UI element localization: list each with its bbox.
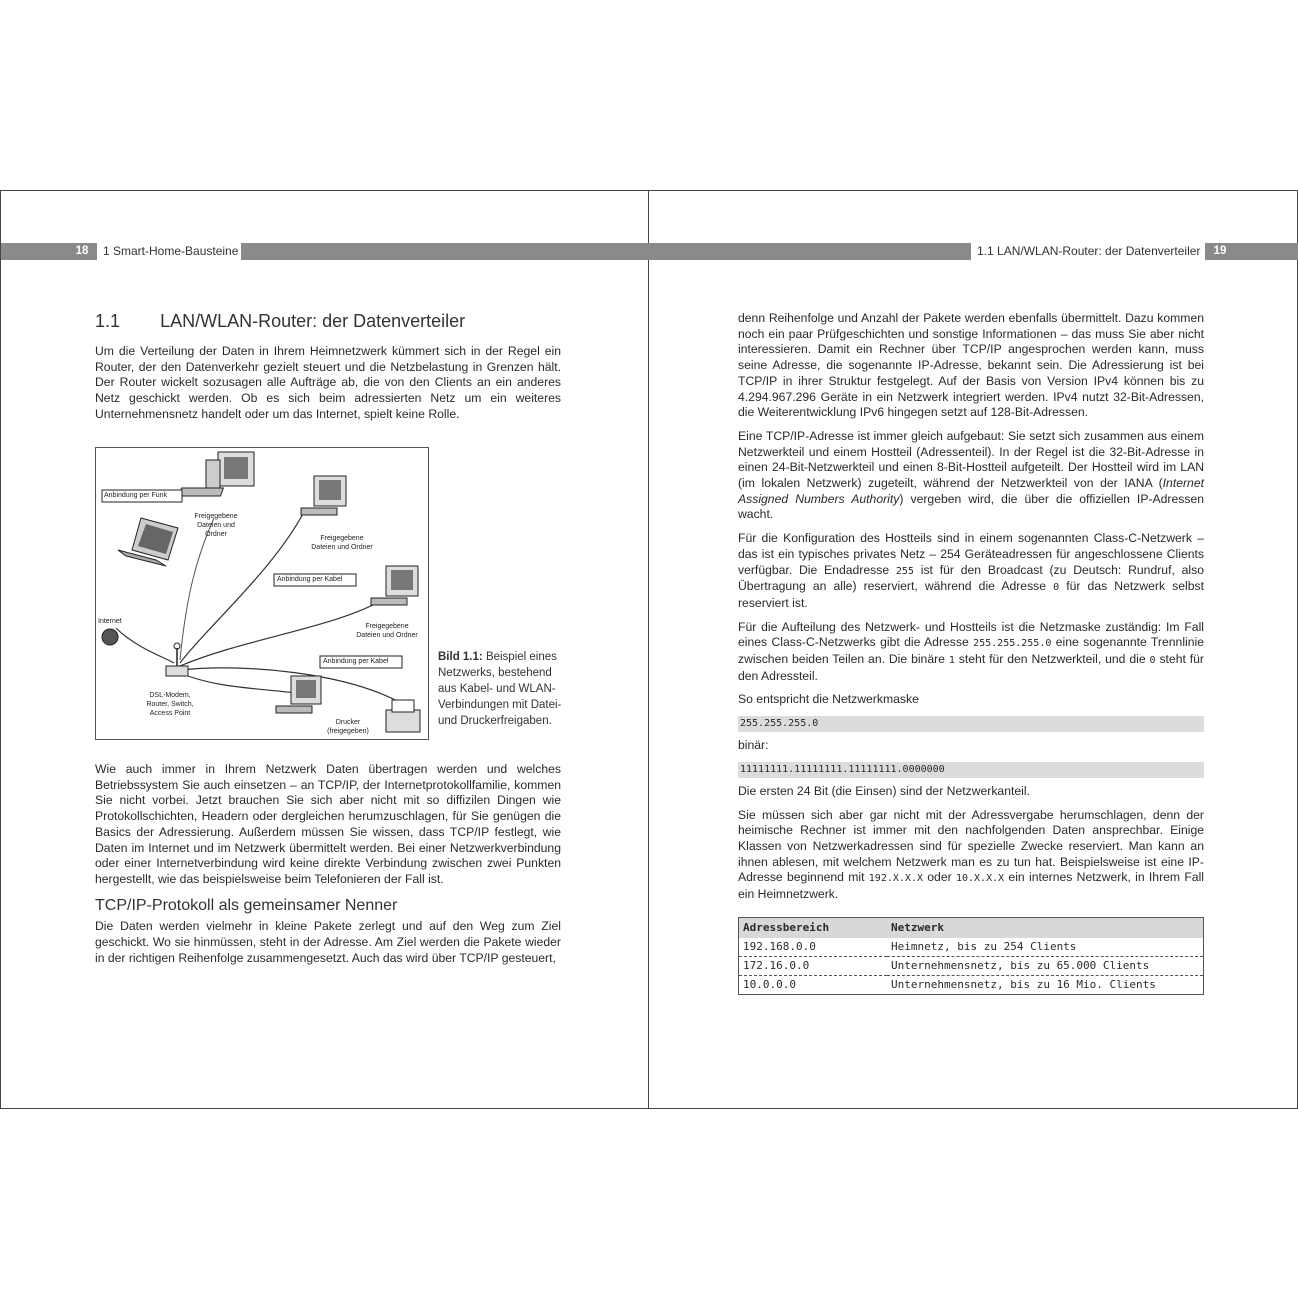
label-shared: Freigegebene Dateien und Ordner xyxy=(311,535,373,551)
subheading: TCP/IP-Protokoll als gemeinsamer Nenner xyxy=(95,896,398,914)
paragraph: Sie müssen sich aber gar nicht mit der Adressvergabe herumschlagen, denn der heimische Rechner ist immer mit den nachfolgenden Daten ansprechbar. Einige Klassen von Netzwerkadressen sind für spezielle Zwecke reserviert. Man kann an ihnen ablesen, mit welchem Netzwerk man es zu tun hat. Beispielsweise ist eine IP-Adresse beginnend mit 192.X.X.X oder 10.X.X.X ein internes Netzwerk, in Ihrem Fall ein Heimnetzwerk. xyxy=(738,807,1204,902)
figure-caption xyxy=(438,649,568,729)
paragraph: binär: xyxy=(738,738,769,753)
paragraph: Die ersten 24 Bit (die Einsen) sind der Netzwerkanteil. xyxy=(738,783,1030,798)
right-body xyxy=(738,311,1204,995)
left-page xyxy=(0,191,649,1108)
book-spread xyxy=(0,190,1298,1109)
label-shared: Freigegebene Dateien und Ordner xyxy=(194,513,238,538)
header-bar xyxy=(1,243,69,260)
table-header: Adressbereich xyxy=(739,917,888,938)
table-cell: 192.168.0.0 xyxy=(739,938,888,957)
section-title: LAN/WLAN-Router: der Datenverteiler xyxy=(160,311,466,331)
code-block: 255.255.255.0 xyxy=(738,716,1204,732)
label-kabel: Anbindung per Kabel xyxy=(277,576,343,583)
address-table xyxy=(738,917,1204,995)
label-router: DSL-Modem, Router, Switch, Access Point xyxy=(146,692,194,717)
computer-right xyxy=(371,566,418,605)
table-header-row xyxy=(739,917,1204,938)
table-row xyxy=(739,938,1204,957)
header-rule xyxy=(241,243,649,260)
page-number: 18 xyxy=(67,243,97,260)
section-number: 1.1 xyxy=(95,311,121,331)
running-head: 1.1 LAN/WLAN-Router: der Datenverteiler xyxy=(971,243,1206,260)
caption-label: Bild 1.1: xyxy=(438,651,483,663)
printer xyxy=(386,700,420,732)
right-page xyxy=(649,191,1298,1108)
label-internet: Internet xyxy=(98,618,122,625)
paragraph: Wie auch immer in Ihrem Netzwerk Daten übertragen werden und welches Betriebssystem Sie auch einsetzen – an TCP/IP, der Internetprotokollfamilie, kommen Sie nicht vorbei. Jetzt brauchen Sie sich aber nicht mit so diffizilen Dingen wie Protokollschichten, Headern oder dergleichen herumzuschlagen, für Sie genügen die Basics der Adressierung. Außerdem müssen Sie wissen, dass TCP/IP festlegt, wie Daten im Internet und im Netzwerk übermittelt werden. Bei einer Netzwerkverbindung oder einer Internetverbindung wird keine direkte Verbindung zwischen zwei Punkten hergestellt, wie das beispielsweise beim Telefonieren der Fall ist. xyxy=(95,762,561,886)
paragraph: Für die Konfiguration des Hostteils sind in einem sogenannten Class-C-Netzwerk – das ist ein typisches privates Netz – 254 Geräteadressen für angeschlossene Clients verfügbar. Die Endadresse 255 ist für den Broadcast (zu Deutsch: Rundruf, also Übertragung an alle) reserviert, während die Adresse 0 für das Netzwerk selbst reserviert ist. xyxy=(738,531,1204,610)
table-cell: Heimnetz, bis zu 254 Clients xyxy=(887,938,1204,957)
table-row xyxy=(739,956,1204,975)
table-cell: Unternehmensnetz, bis zu 65.000 Clients xyxy=(887,956,1204,975)
header-rule xyxy=(649,243,971,260)
code-block: 11111111.11111111.11111111.0000000 xyxy=(738,762,1204,778)
computer-middle xyxy=(301,476,346,515)
left-intro xyxy=(95,344,561,431)
paragraph: Um die Verteilung der Daten in Ihrem Heimnetzwerk kümmert sich in der Regel ein Router, der den Datenverkehr gezielt steuert und die Netzbelastung in Grenzen hält. Der Router wickelt sozusagen alle Aufträge ab, die von den Clients an ein anderes Netz geschickt werden. Ob es sich beim adressierten Netz um ein weiteres Unternehmensnetz handelt oder um das Internet, spielt keine Rolle. xyxy=(95,344,561,421)
section-heading xyxy=(95,311,465,332)
caption-text: Beispiel eines Netzwerks, bestehend aus Kabel- und WLAN-Verbindungen mit Datei- und Druckerfreigaben. xyxy=(438,651,562,727)
computer-top xyxy=(179,452,254,496)
table-cell: 10.0.0.0 xyxy=(743,977,796,991)
internet-globe xyxy=(102,629,118,645)
left-continued xyxy=(95,762,561,974)
router xyxy=(166,643,188,676)
label-kabel: Anbindung per Kabel xyxy=(323,658,389,665)
running-head: 1 Smart-Home-Bausteine xyxy=(97,243,244,260)
paragraph: denn Reihenfolge und Anzahl der Pakete werden ebenfalls übermittelt. Dazu kommen noch ein paar Prüfgeschichten und sonstige Informationen – das muss Sie aber nicht interessieren. Damit ein Rechner über TCP/IP angesprochen werden kann, muss seine Adresse, die sogenannte IP-Adresse, bekannt sein. Die Adressierung ist bei TCP/IP in ihrer Struktur festgelegt. Auf der Basis von Version IPv4 können bis zu 4.294.967.296 Geräte in ein Netzwerk integriert werden. IPv4 nutzt 32-Bit-Adressen, die Weiterentwicklung IPv6 hingegen setzt auf 128-Bit-Adressen. xyxy=(738,311,1204,420)
paragraph: Die Daten werden vielmehr in kleine Pakete zerlegt und auf den Weg zum Ziel geschickt. Wo sie hinmüssen, steht in der Adresse. Am Ziel werden die Pakete wieder in der richtigen Reihenfolge zusammengesetzt. Auch das wird über TCP/IP gesteuert, xyxy=(95,919,561,965)
table-header: Netzwerk xyxy=(887,917,1204,938)
table-cell: Unternehmensnetz, bis zu 16 Mio. Clients xyxy=(891,977,1156,991)
paragraph: Eine TCP/IP-Adresse ist immer gleich aufgebaut: Sie setzt sich zusammen aus einem Netzwerkteil und einem Hostteil (Adressenteil). In der Regel ist die 32-Bit-Adresse in einen 24-Bit-Netzwerkteil und einen 8-Bit-Hostteil aufgeteilt. Der Hostteil wird im LAN (im lokalen Netzwerk) zugeteilt, während der Netzwerkteil von der IANA (Internet Assigned Numbers Authority) vergeben wird, die über die offiziellen IP-Adressen wacht. xyxy=(738,428,1204,522)
laptop xyxy=(118,518,178,566)
label-printer: Drucker (freigegeben) xyxy=(327,719,369,735)
label-funk: Anbindung per Funk xyxy=(104,492,168,499)
computer-bottom xyxy=(276,676,321,713)
table-cell: 172.16.0.0 xyxy=(739,956,888,975)
paragraph: So entspricht die Netzwerkmaske xyxy=(738,692,919,707)
paragraph: Für die Aufteilung des Netzwerk- und Hostteils ist die Netzmaske zuständig: Im Fall eines Class-C-Netzwerks gibt die Adresse 255.255.255.0 eine sogenannte Trennlinie zwischen beiden Teilen an. Die binäre 1 steht für den Netzwerkteil, und die 0 steht für den Adressteil. xyxy=(738,619,1205,683)
network-figure xyxy=(95,447,429,740)
header-bar xyxy=(1233,243,1298,260)
page-number: 19 xyxy=(1205,243,1235,260)
label-shared: Freigegebene Dateien und Ordner xyxy=(356,623,418,639)
table-row xyxy=(739,975,1204,994)
